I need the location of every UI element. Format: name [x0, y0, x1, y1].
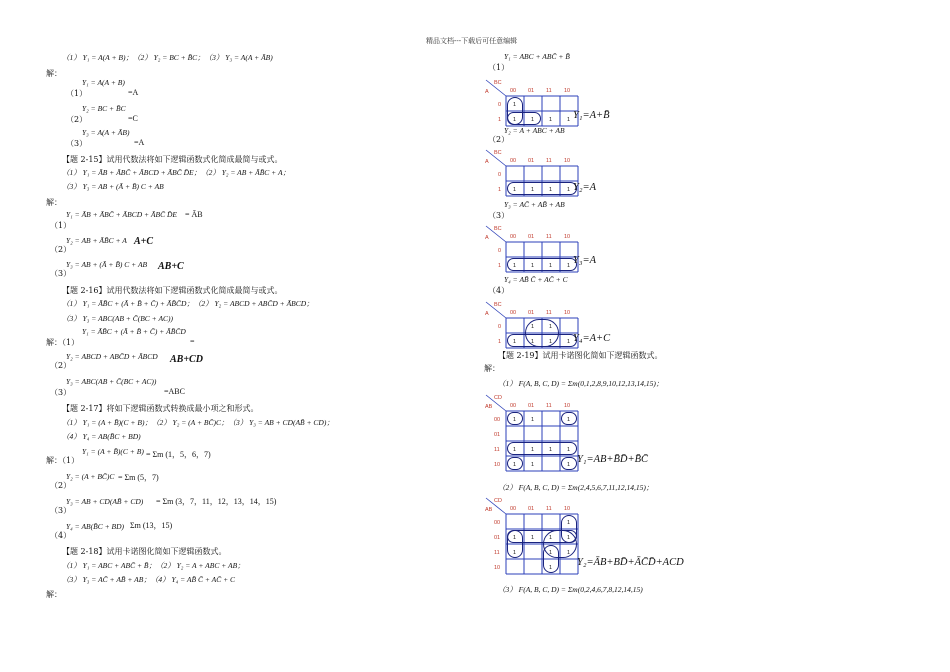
q17-title: 【题 2-17】将如下逻辑函数式转换成最小项之和形式。 — [62, 404, 259, 413]
q17-problem-1-3: （1） Y₁ = (A + B̄)(C + B)；（2） Y₂ = (A + BC̄)C；（3） Y₃ = AB + CD(AB̄ + CD)； — [62, 418, 334, 427]
kmap-cell-one: 1 — [513, 339, 517, 345]
kmap-row-header: 10 — [494, 565, 501, 571]
q14-a1-expr: Y₁ = A(A + B) — [82, 78, 125, 87]
kmap-cell-one: 1 — [513, 102, 517, 108]
q17-a3-result: = Σm (3，7，11，12，13，14，15) — [156, 497, 277, 506]
kmap-col-header: 00 — [510, 310, 517, 316]
kmap-cell-one: 1 — [513, 187, 517, 193]
kmap-svg — [484, 148, 582, 200]
q17-problem-4: （4） Y₄ = AB(B̄C + BD) — [62, 432, 141, 441]
kmap-col-header: 01 — [528, 234, 535, 240]
q17-a1-result: = Σm (1，5，6，7) — [146, 450, 211, 459]
kmap-col-var: BC — [494, 150, 502, 156]
q14-a3-result: =A — [134, 138, 145, 147]
q15-problem-3: （3） Y₃ = AB + (Ā + B̄) C + AB — [62, 182, 164, 191]
q16-title: 【题 2-16】试用代数法将如下逻辑函数式化简成最简与或式。 — [62, 286, 283, 295]
kmap-row-header: 00 — [494, 417, 501, 423]
q16-a3-expr: Y₃ = ABC(AB + C̄(BC + AC)) — [66, 377, 157, 386]
kmap-row-var: AB — [485, 507, 493, 513]
q14-a2-expr: Y₂ = BC + B̄C — [82, 104, 126, 113]
q14-a2-result: =C — [128, 114, 138, 123]
kmap-svg — [484, 300, 582, 352]
q17-a1-expr: Y₁ = (A + B̄)(C + B) — [82, 447, 144, 456]
kmap-cell-one: 1 — [531, 339, 535, 345]
kmap-row-header: 0 — [498, 248, 502, 254]
k2-result: Y₂=A — [573, 182, 596, 193]
q16-a1-expr: Y₁ = ĀB̄C + (Ā + B̄ + C̄) + ĀB̄C̄D — [82, 327, 186, 336]
kmap-row-header: 01 — [494, 432, 501, 438]
q19-f1: （1） F(A, B, C, D) = Σm(0,1,2,8,9,10,12,13,14,15)； — [498, 379, 664, 388]
kmap-cell-one: 1 — [549, 535, 553, 541]
kmap-col-header: 00 — [510, 403, 517, 409]
q18-problem-3-4: （3） Y₃ = AC̄ + AB̄ + AB；（4） Y₄ = AB̄ C̄ + AC̄ + C — [62, 575, 236, 584]
q15-a2-label: （2） — [50, 245, 72, 254]
kmap-svg — [484, 496, 582, 578]
kmap-cell-one: 1 — [549, 447, 553, 453]
q19-title: 【题 2-19】试用卡诺图化简如下逻辑函数式。 — [498, 351, 663, 360]
kmap-cell-one: 1 — [567, 117, 571, 123]
kmap-col-header: 01 — [528, 506, 535, 512]
kmap-col-header: 10 — [564, 234, 571, 240]
q17-a2-result: = Σm (5，7) — [118, 473, 159, 482]
kmap-col-var: CD — [494, 395, 502, 401]
f2-result: Y₂=ĀB+BD̄+ĀC̄D̄+ACD — [577, 557, 684, 568]
q14-a1-label: （1） — [66, 89, 88, 98]
kmap-cell-one: 1 — [549, 324, 553, 330]
k4-result: Y₄=A+C — [573, 333, 611, 344]
k3-result: Y₃=A — [573, 255, 596, 266]
q14-problems: （1） Y₁ = A(A + B)；（2） Y₂ = BC + B̄C；（3） Y₃ = A(A + ĀB) — [62, 53, 273, 62]
k1-expr: Y₁ = ABC + ABC̄ + B̄ — [504, 52, 570, 61]
q17-a2-expr: Y₂ = (A + BC̄)C — [66, 472, 115, 481]
kmap-row-var: A — [485, 235, 489, 241]
kmap-cell-one: 1 — [531, 117, 535, 123]
q16-problem-1-2: （1） Y₁ = ĀB̄C + (Ā + B̄ + C̄) + ĀB̄C̄D；（2） Y₂ = ABCD + ABC̄D + ĀBCD； — [62, 299, 314, 308]
kmap-cell-one: 1 — [567, 187, 571, 193]
q17-a2-label: （2） — [50, 481, 72, 490]
kmap-col-header: 01 — [528, 403, 535, 409]
k2-expr: Y₂ = A + ABC + AB — [504, 126, 565, 135]
kmap-col-header: 00 — [510, 234, 517, 240]
kmap-cell-one: 1 — [549, 550, 553, 556]
kmap-y3 — [484, 224, 582, 276]
kmap-row-header: 1 — [498, 187, 502, 193]
q15-title: 【题 2-15】试用代数法将如下逻辑函数式化简成最简与或式。 — [62, 155, 283, 164]
kmap-col-header: 00 — [510, 158, 517, 164]
q16-a2-result: AB+CD — [170, 354, 203, 365]
kmap-row-header: 1 — [498, 339, 502, 345]
kmap-svg — [484, 224, 582, 276]
kmap-cell-one: 1 — [531, 187, 535, 193]
kmap-cell-one: 1 — [513, 417, 517, 423]
kmap-col-header: 01 — [528, 310, 535, 316]
q17-a4-result: Σm (13，15) — [130, 521, 173, 530]
kmap-cell-one: 1 — [513, 447, 517, 453]
q16-problem-3: （3） Y₃ = ABC(AB + C̄(BC + AC)) — [62, 314, 174, 323]
q17-a3-expr: Y₃ = AB + CD(AB̄ + CD) — [66, 497, 144, 506]
kmap-col-var: BC — [494, 302, 502, 308]
k2-label: （2） — [488, 135, 510, 144]
q14-solution-label: 解： — [46, 69, 62, 78]
q14-a3-expr: Y₃ = A(A + ĀB) — [82, 128, 130, 137]
kmap-cell-one: 1 — [567, 520, 571, 526]
q15-a1-expr: Y₁ = ĀB + ĀBC̄ + ĀBCD + ĀBC̄ D̄E — [66, 210, 177, 219]
k4-label: （4） — [488, 286, 510, 295]
kmap-row-header: 10 — [494, 462, 501, 468]
q16-a2-expr: Y₂ = ABCD + ABC̄D + ĀBCD — [66, 352, 158, 361]
q14-a2-label: （2） — [66, 115, 88, 124]
kmap-svg — [484, 78, 582, 130]
q18-title: 【题 2-18】试用卡诺图化简如下逻辑函数式。 — [62, 547, 227, 556]
kmap-cell-one: 1 — [549, 339, 553, 345]
kmap-col-header: 01 — [528, 88, 535, 94]
kmap-col-header: 11 — [546, 506, 552, 512]
kmap-col-header: 10 — [564, 403, 571, 409]
kmap-svg — [484, 393, 582, 475]
kmap-f1 — [484, 393, 582, 475]
kmap-cell-one: 1 — [531, 324, 535, 330]
q16-a3-label: （3） — [50, 388, 72, 397]
q19-f2: （2） F(A, B, C, D) = Σm(2,4,5,6,7,11,12,14,15)； — [498, 483, 654, 492]
kmap-row-header: 11 — [494, 550, 500, 556]
q15-a1-result: = ĀB — [185, 210, 203, 219]
kmap-col-header: 10 — [564, 88, 571, 94]
q14-a1-result: =A — [128, 88, 139, 97]
kmap-col-header: 11 — [546, 403, 552, 409]
kmap-row-header: 11 — [494, 447, 500, 453]
q15-a3-result: AB+C — [158, 261, 184, 272]
q16-a2-label: （2） — [50, 361, 72, 370]
q19-solution-label: 解： — [484, 364, 500, 373]
kmap-col-header: 11 — [546, 234, 552, 240]
q18-solution-label: 解： — [46, 590, 62, 599]
kmap-cell-one: 1 — [567, 447, 571, 453]
kmap-cell-one: 1 — [531, 447, 535, 453]
kmap-col-header: 01 — [528, 158, 535, 164]
kmap-f2 — [484, 496, 582, 578]
kmap-row-var: A — [485, 159, 489, 165]
kmap-row-header: 0 — [498, 324, 502, 330]
q17-a4-expr: Y₄ = AB(B̄C + BD) — [66, 522, 125, 531]
kmap-row-var: A — [485, 89, 489, 95]
kmap-cell-one: 1 — [531, 263, 535, 269]
kmap-col-var: BC — [494, 226, 502, 232]
kmap-cell-one: 1 — [549, 565, 553, 571]
kmap-cell-one: 1 — [531, 462, 535, 468]
q16-a1-result: = — [190, 337, 195, 346]
kmap-row-header: 00 — [494, 520, 501, 526]
kmap-col-var: BC — [494, 80, 502, 86]
kmap-cell-one: 1 — [567, 550, 571, 556]
kmap-col-header: 11 — [546, 310, 552, 316]
q14-a3-label: （3） — [66, 139, 88, 148]
kmap-cell-one: 1 — [513, 462, 517, 468]
kmap-row-header: 0 — [498, 172, 502, 178]
kmap-cell-one: 1 — [567, 263, 571, 269]
k1-result: Y₁=A+B̄ — [573, 110, 610, 121]
kmap-cell-one: 1 — [549, 263, 553, 269]
kmap-row-header: 0 — [498, 102, 502, 108]
q16-solution-label: 解：（1） — [46, 338, 80, 347]
kmap-col-var: CD — [494, 498, 502, 504]
kmap-col-header: 11 — [546, 88, 552, 94]
kmap-y2 — [484, 148, 582, 200]
kmap-cell-one: 1 — [567, 417, 571, 423]
kmap-y1 — [484, 78, 582, 130]
kmap-row-header: 1 — [498, 263, 502, 269]
kmap-row-var: AB — [485, 404, 493, 410]
q18-problem-1-2: （1） Y₁ = ABC + ABC̄ + B̄；（2） Y₂ = A + ABC + AB； — [62, 561, 245, 570]
q15-a1-label: （1） — [50, 221, 72, 230]
k3-label: （3） — [488, 211, 510, 220]
k4-expr: Y₄ = AB̄ C̄ + AC̄ + C — [504, 275, 568, 284]
kmap-col-header: 10 — [564, 310, 571, 316]
kmap-cell-one: 1 — [531, 535, 535, 541]
q15-a3-label: （3） — [50, 269, 72, 278]
k1-label: （1） — [488, 63, 510, 72]
kmap-col-header: 00 — [510, 506, 517, 512]
q15-solution-label: 解： — [46, 198, 62, 207]
q15-a2-expr: Y₂ = AB + ĀB̄C + A — [66, 236, 127, 245]
kmap-row-var: A — [485, 311, 489, 317]
q15-a3-expr: Y₃ = AB + (Ā + B̄) C + AB — [66, 260, 148, 269]
kmap-cell-one: 1 — [513, 550, 517, 556]
kmap-cell-one: 1 — [567, 535, 571, 541]
q17-solution-label: 解：（1） — [46, 456, 80, 465]
kmap-cell-one: 1 — [549, 117, 553, 123]
q16-a3-result: =ABC — [164, 387, 185, 396]
q19-f3: （3） F(A, B, C, D) = Σm(0,2,4,6,7,8,12,14,15) — [498, 585, 643, 594]
page-header: 精品文档---下载后可任意编辑 — [426, 37, 518, 45]
f1-result: Y₁=AB+B̄D̄+B̄C̄ — [577, 454, 648, 465]
q15-a2-result: A+C — [134, 236, 154, 247]
k3-expr: Y₃ = AC̄ + AB̄ + AB — [504, 200, 565, 209]
kmap-cell-one: 1 — [513, 535, 517, 541]
kmap-cell-one: 1 — [531, 417, 535, 423]
kmap-col-header: 10 — [564, 506, 571, 512]
kmap-row-header: 1 — [498, 117, 502, 123]
kmap-cell-one: 1 — [513, 263, 517, 269]
kmap-col-header: 00 — [510, 88, 517, 94]
kmap-y4 — [484, 300, 582, 352]
kmap-cell-one: 1 — [567, 339, 571, 345]
kmap-row-header: 01 — [494, 535, 501, 541]
kmap-col-header: 10 — [564, 158, 571, 164]
kmap-col-header: 11 — [546, 158, 552, 164]
kmap-cell-one: 1 — [567, 462, 571, 468]
kmap-cell-one: 1 — [513, 117, 517, 123]
kmap-cell-one: 1 — [549, 187, 553, 193]
q17-a3-label: （3） — [50, 506, 72, 515]
q17-a4-label: （4） — [50, 531, 72, 540]
q15-problem-1-2: （1） Y₁ = ĀB + ĀBC̄ + ĀBCD + ĀBC̄ D̄E；（2） Y₂ = AB + ĀB̄C + A； — [62, 168, 291, 177]
